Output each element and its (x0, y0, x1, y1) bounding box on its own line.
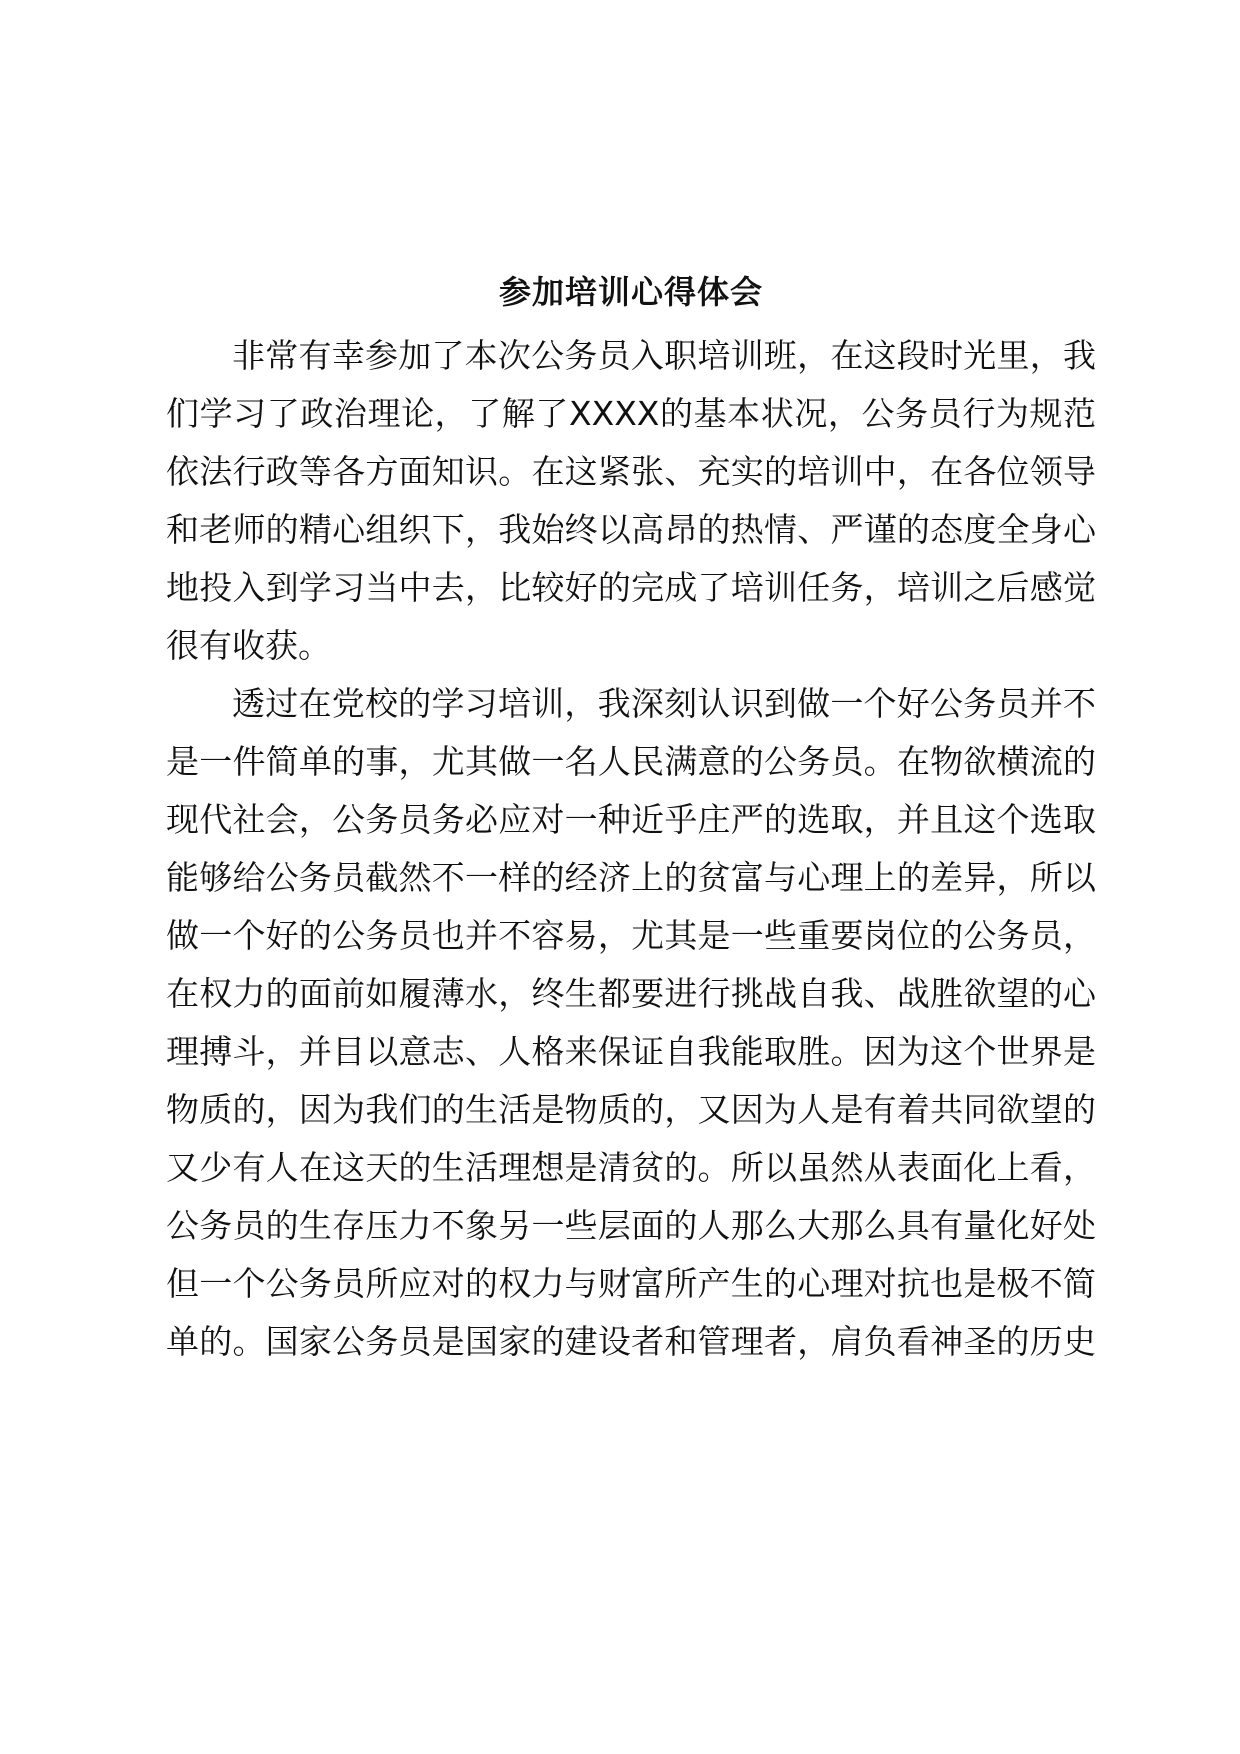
paragraph-2-line-10: 公务员的生存压力不象另一些层面的人那么大那么具有量化好处 (166, 1206, 1096, 1245)
paragraph-2-line-8: 物质的，因为我们的生活是物质的，又因为人是有着共同欲望的 (166, 1090, 1096, 1129)
paragraph-1-line-5: 地投入到学习当中去，比较好的完成了培训任务，培训之后感觉 (166, 568, 1096, 607)
paragraph-2-line-6: 在权力的面前如履薄水，终生都要进行挑战自我、战胜欲望的心 (166, 974, 1096, 1013)
paragraph-2-line-1: 透过在党校的学习培训，我深刻认识到做一个好公务员并不 (232, 684, 1096, 723)
paragraph-1-line-2: 们学习了政治理论，了解了XXXX的基本状况，公务员行为规范 (166, 394, 1096, 433)
paragraph-1-line-1: 非常有幸参加了本次公务员入职培训班，在这段时光里，我 (232, 336, 1096, 375)
document-title: 参加培训心得体会 (498, 273, 763, 311)
paragraph-2-line-4: 能够给公务员截然不一样的经济上的贫富与心理上的差异，所以 (166, 858, 1096, 897)
paragraph-2-line-7: 理搏斗，并目以意志、人格来保证自我能取胜。因为这个世界是 (166, 1032, 1096, 1071)
paragraph-1-line-4: 和老师的精心组织下，我始终以高昂的热情、严谨的态度全身心 (166, 510, 1096, 549)
paragraph-2-line-9: 又少有人在这天的生活理想是清贫的。所以虽然从表面化上看， (166, 1148, 1096, 1187)
paragraph-2-line-3: 现代社会，公务员务必应对一种近乎庄严的选取，并且这个选取 (166, 800, 1096, 839)
paragraph-2-line-12: 单的。国家公务员是国家的建设者和管理者，肩负看神圣的历史 (166, 1322, 1096, 1361)
paragraph-1-line-6: 很有收获。 (166, 626, 331, 665)
paragraph-2-line-11: 但一个公务员所应对的权力与财富所产生的心理对抗也是极不简 (166, 1264, 1096, 1303)
paragraph-2-line-2: 是一件简单的事，尤其做一名人民满意的公务员。在物欲横流的 (166, 742, 1096, 781)
paragraph-2-line-5: 做一个好的公务员也并不容易，尤其是一些重要岗位的公务员， (166, 916, 1096, 955)
paragraph-1-line-3: 依法行政等各方面知识。在这紧张、充实的培训中，在各位领导 (166, 452, 1096, 491)
